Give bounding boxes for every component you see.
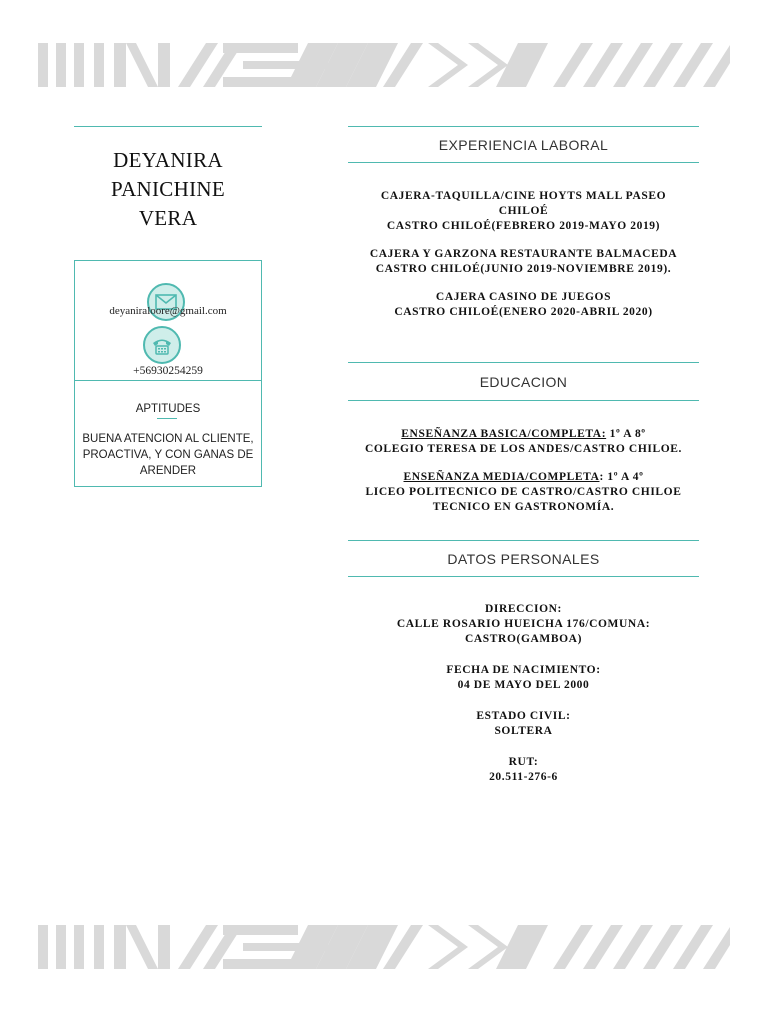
media-value: : 1º A 4º — [599, 471, 644, 483]
educacion-heading: EDUCACION — [479, 374, 568, 390]
experiencia-bottom-rule — [348, 162, 699, 163]
direccion-line2: CASTRO(GAMBOA) — [464, 633, 582, 645]
contact-divider — [75, 380, 261, 381]
basica-school: COLEGIO TERESA DE LOS ANDES/CASTRO CHILOE. — [364, 443, 683, 455]
direccion-line1: CALLE ROSARIO HUEICHA 176/COMUNA: — [396, 618, 651, 630]
datos-content — [348, 602, 699, 785]
job1-line1: CAJERA-TAQUILLA/CINE HOYTS MALL PASEO — [380, 190, 667, 202]
rut-label: RUT: — [508, 756, 539, 768]
experiencia-content — [348, 189, 699, 320]
name-line-3: VERA — [138, 206, 198, 230]
aptitudes-text: BUENA ATENCION AL CLIENTE, PROACTIVA, Y CON GANAS DE ARENDER — [82, 433, 254, 477]
aptitudes-underline — [157, 418, 177, 419]
civil-label: ESTADO CIVIL: — [476, 710, 571, 722]
media-label: ENSEÑANZA MEDIA/COMPLETA — [403, 471, 600, 483]
name-line-2: PANICHINE — [111, 177, 225, 201]
job1-line2: CHILOÉ — [498, 205, 549, 217]
email-address[interactable]: deyaniraloore@gmail.com — [109, 305, 227, 317]
job3-line1: CAJERA CASINO DE JUEGOS — [435, 291, 612, 303]
direccion-label: DIRECCION: — [485, 603, 562, 615]
nacimiento-label: FECHA DE NACIMIENTO: — [446, 664, 601, 676]
job2-line1: CAJERA Y GARZONA RESTAURANTE BALMACEDA — [369, 248, 678, 260]
telephone-icon — [143, 326, 181, 364]
aptitudes-heading: APTITUDES — [135, 403, 201, 415]
rut-value: 20.511-276-6 — [489, 771, 558, 783]
experiencia-top-rule — [348, 126, 699, 127]
decorative-pattern-top — [38, 43, 730, 87]
phone-number[interactable]: +56930254259 — [133, 365, 203, 377]
datos-top-rule — [348, 540, 699, 541]
media-specialty: TECNICO EN GASTRONOMÍA. — [432, 501, 615, 513]
decorative-pattern-bottom — [38, 925, 730, 969]
basica-value: 1º A 8º — [606, 428, 646, 440]
basica-line — [348, 427, 699, 442]
educacion-content — [348, 427, 699, 515]
nacimiento-value: 04 DE MAYO DEL 2000 — [457, 679, 590, 691]
job2-line2: CASTRO CHILOÉ(JUNIO 2019-NOVIEMBRE 2019). — [375, 263, 672, 275]
candidate-name — [74, 146, 262, 233]
civil-value: SOLTERA — [494, 725, 553, 737]
educacion-top-rule — [348, 362, 699, 363]
datos-bottom-rule — [348, 576, 699, 577]
name-top-rule — [74, 126, 262, 127]
educacion-bottom-rule — [348, 400, 699, 401]
media-school: LICEO POLITECNICO DE CASTRO/CASTRO CHILOE — [365, 486, 682, 498]
contact-panel — [74, 260, 262, 487]
media-line — [348, 470, 699, 485]
job1-line3: CASTRO CHILOÉ(FEBRERO 2019-MAYO 2019) — [386, 220, 661, 232]
experiencia-heading: EXPERIENCIA LABORAL — [438, 137, 609, 153]
job3-line2: CASTRO CHILOÉ(ENERO 2020-ABRIL 2020) — [394, 306, 653, 318]
datos-heading: DATOS PERSONALES — [447, 551, 600, 567]
basica-label: ENSEÑANZA BASICA/COMPLETA: — [401, 428, 607, 440]
name-line-1: DEYANIRA — [113, 148, 223, 172]
